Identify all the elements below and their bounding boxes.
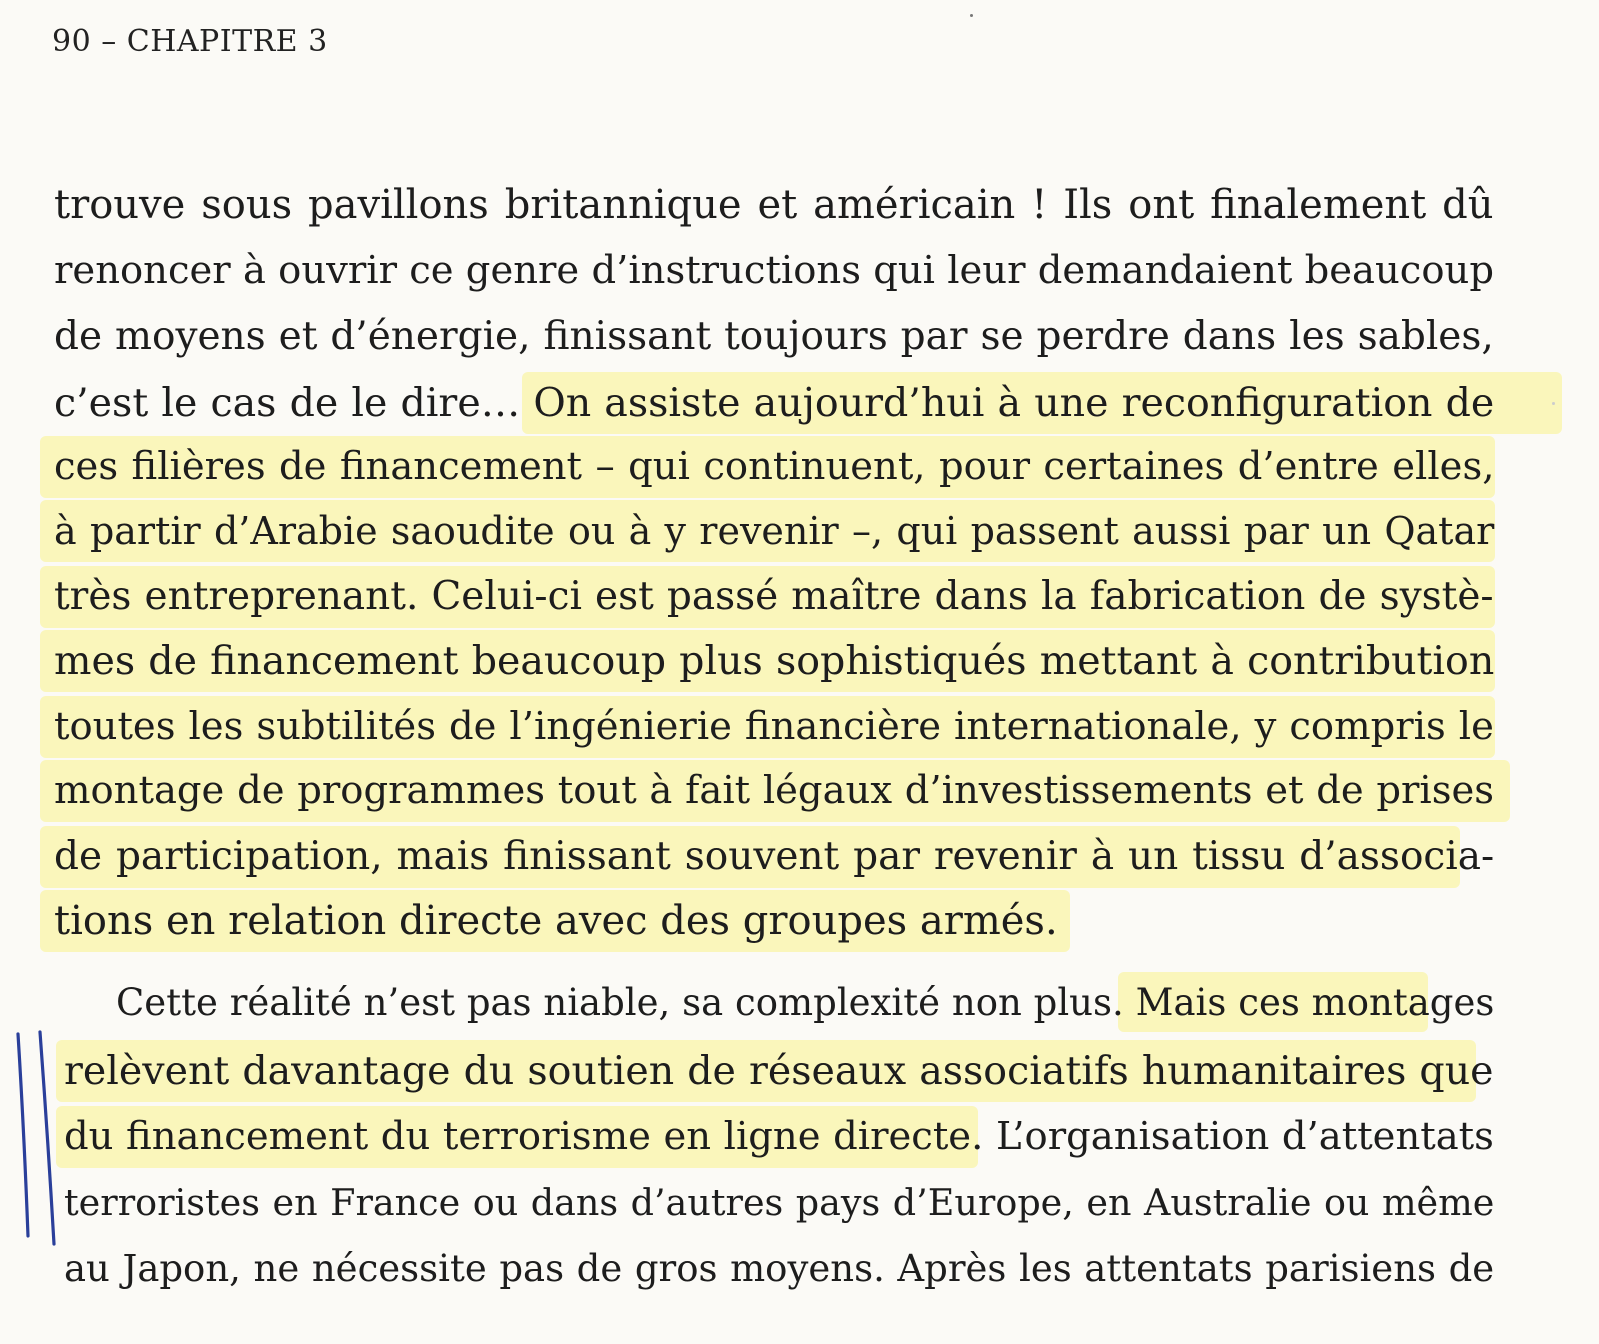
margin-pen-mark bbox=[8, 1030, 68, 1250]
text-line: toutes les subtilités de l’ingénierie financière internationale, y compris le bbox=[54, 704, 1494, 749]
text-line: renoncer à ouvrir ce genre d’instructions qui leur demandaient beaucoup bbox=[54, 248, 1494, 293]
text-line: c’est le cas de le dire… On assiste aujourd’hui à une reconfiguration de bbox=[54, 380, 1495, 426]
text-line: du financement du terrorisme en ligne directe. L’organisation d’attentats bbox=[64, 1114, 1494, 1159]
text-line: à partir d’Arabie saoudite ou à y revenir –, qui passent aussi par un Qatar bbox=[54, 509, 1495, 553]
text-line: de moyens et d’énergie, finissant toujours par se perdre dans les sables, bbox=[54, 314, 1494, 359]
text-line: mes de financement beaucoup plus sophistiqués mettant à contribution bbox=[54, 638, 1495, 684]
scan-speck bbox=[1552, 402, 1555, 405]
text-line: trouve sous pavillons britannique et américain ! Ils ont finalement dû bbox=[54, 182, 1494, 228]
text-line: terroristes en France ou dans d’autres pays d’Europe, en Australie ou même bbox=[64, 1181, 1495, 1224]
text-line: tions en relation directe avec des groupes armés. bbox=[54, 898, 1058, 944]
text-line: relèvent davantage du soutien de réseaux associatifs humanitaires que bbox=[64, 1048, 1494, 1094]
text-line: ces filières de financement – qui continuent, pour certaines d’entre elles, bbox=[54, 444, 1495, 489]
text-line: très entreprenant. Celui-ci est passé maître dans la fabrication de systè- bbox=[54, 574, 1494, 619]
page-header: 90 – CHAPITRE 3 bbox=[52, 24, 328, 59]
scan-speck bbox=[970, 14, 973, 17]
paragraph-first-line: Cette réalité n’est pas niable, sa complexité non plus. Mais ces montages bbox=[116, 981, 1495, 1024]
text-line: au Japon, ne nécessite pas de gros moyens. Après les attentats parisiens de bbox=[64, 1247, 1495, 1290]
text-line: de participation, mais finissant souvent par revenir à un tissu d’associa- bbox=[54, 834, 1495, 879]
text-line: montage de programmes tout à fait légaux d’investissements et de prises bbox=[54, 768, 1495, 813]
